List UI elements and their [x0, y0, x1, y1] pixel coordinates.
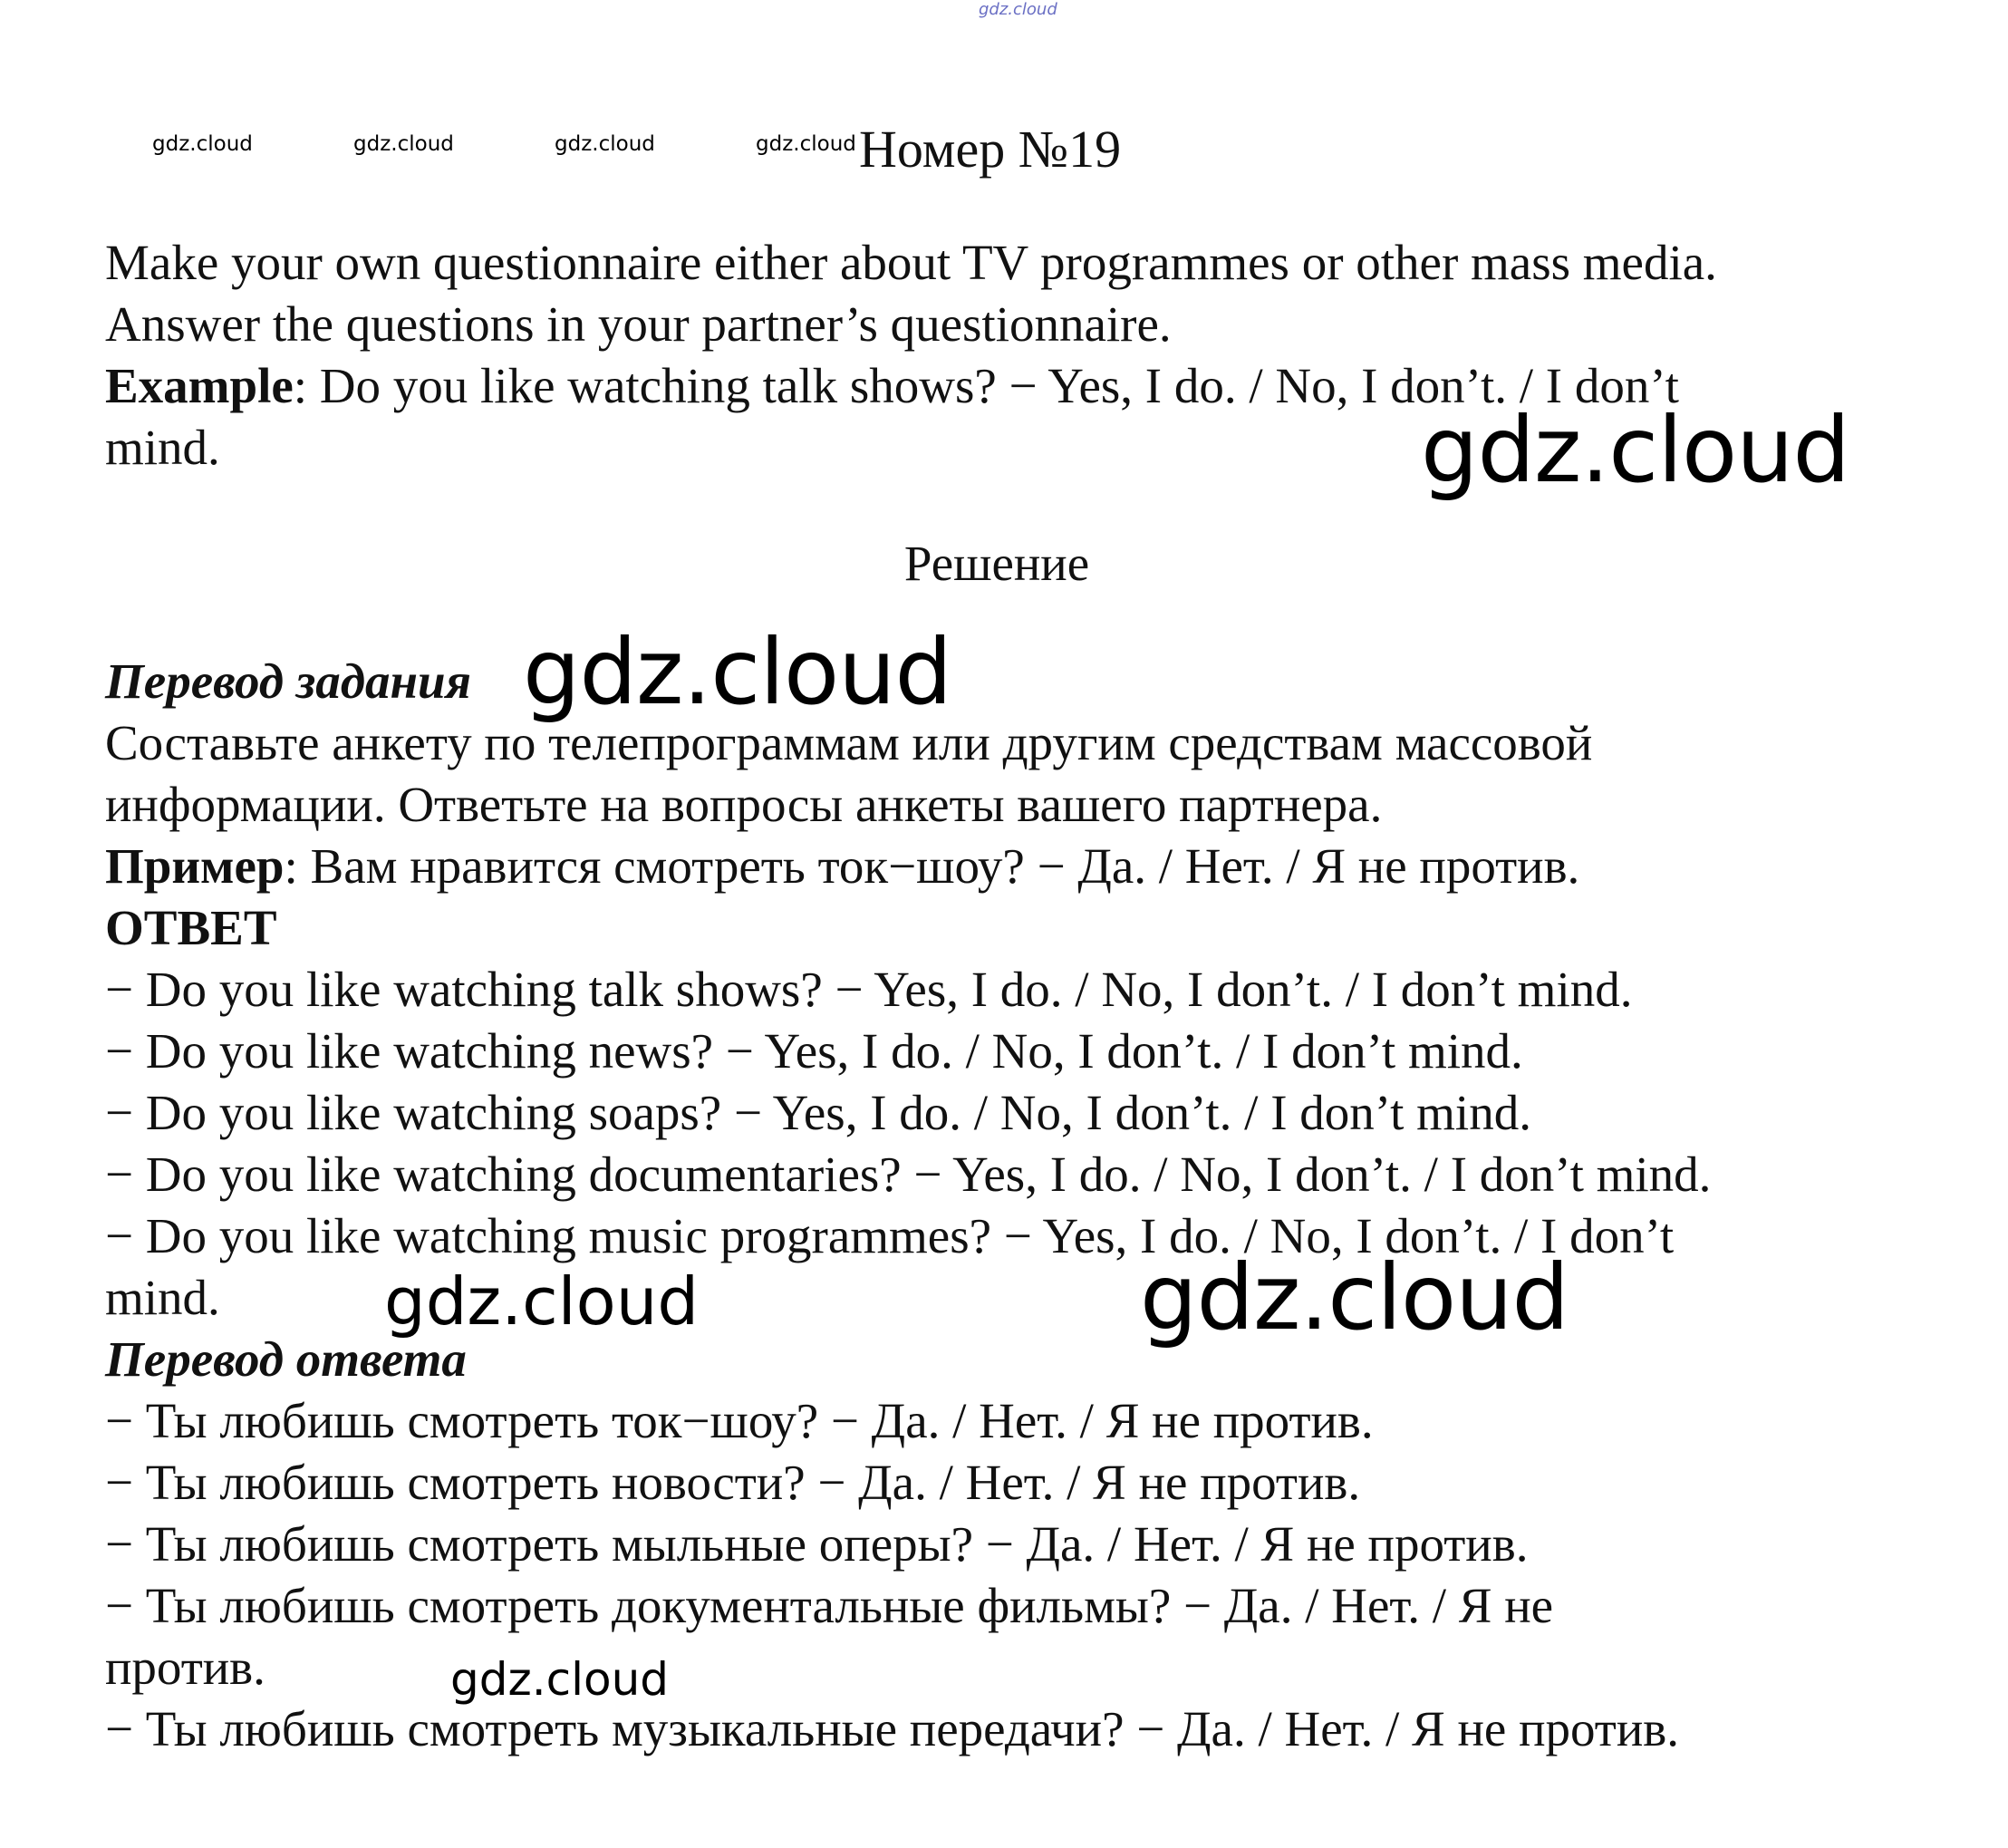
example-label: Example: [105, 358, 294, 413]
watermark-small: gdz.cloud: [353, 132, 454, 156]
translation-line: Составьте анкету по телепрограммам или другим средствам массовой: [105, 715, 1593, 770]
watermark-large: gdz.cloud: [384, 1263, 700, 1340]
answer-line: − Do you like watching documentaries? − Yes, I do. / No, I don’t. / I don’t mind.: [105, 1147, 1712, 1202]
answer-heading: ОТВЕТ: [105, 900, 277, 955]
watermark-large: gdz.cloud: [450, 1653, 670, 1706]
example-text: : Do you like watching talk shows? − Yes, I do. / No, I don’t. / I don’t: [293, 358, 1679, 413]
watermark-small: gdz.cloud: [152, 132, 253, 156]
answer-translation-line: − Ты любишь смотреть новости? − Да. / Нет. / Я не против.: [105, 1455, 1361, 1510]
answer-translation-line: − Ты любишь смотреть документальные фильмы? − Да. / Нет. / Я не: [105, 1578, 1554, 1633]
translation-line: информации. Ответьте на вопросы анкеты вашего партнера.: [105, 777, 1383, 832]
answer-translation-line: − Ты любишь смотреть музыкальные передачи? − Да. / Нет. / Я не против.: [105, 1701, 1679, 1756]
solution-heading: Решение: [903, 536, 1090, 591]
answer-line: − Do you like watching soaps? − Yes, I do. / No, I don’t. / I don’t mind.: [105, 1085, 1531, 1140]
watermark-large: gdz.cloud: [1140, 1244, 1569, 1350]
watermark-large: gdz.cloud: [1421, 397, 1850, 503]
answer-line: mind.: [105, 1270, 220, 1325]
watermark-large: gdz.cloud: [523, 619, 952, 725]
answer-line: − Do you like watching talk shows? − Yes, I do. / No, I don’t. / I don’t mind.: [105, 962, 1633, 1017]
answer-translation-line: против.: [105, 1640, 265, 1695]
watermark-small: gdz.cloud: [555, 132, 655, 156]
task-line: Answer the questions in your partner’s questionnaire.: [105, 296, 1172, 352]
answer-translation-line: − Ты любишь смотреть мыльные оперы? − Да. / Нет. / Я не против.: [105, 1516, 1529, 1572]
answer-line: − Do you like watching news? − Yes, I do. / No, I don’t. / I don’t mind.: [105, 1023, 1523, 1079]
answer-translation-heading: Перевод ответа: [105, 1331, 467, 1387]
translation-heading: Перевод задания: [105, 653, 471, 709]
example-label: Пример: [105, 838, 285, 894]
translation-example: [105, 836, 1917, 897]
watermark-small: gdz.cloud: [756, 132, 856, 156]
task-example-continued: mind.: [105, 420, 220, 475]
example-text: : Вам нравится смотреть ток−шоу? − Да. / Нет. / Я не против.: [284, 838, 1580, 894]
answer-translation-line: − Ты любишь смотреть ток−шоу? − Да. / Нет. / Я не против.: [105, 1393, 1374, 1448]
page-title: Номер №19: [859, 120, 1122, 179]
translation-block: [105, 651, 1917, 1760]
answer-line: − Do you like watching music programmes? − Yes, I do. / No, I don’t. / I don’t: [105, 1208, 1675, 1263]
task-line: Make your own questionnaire either about TV programmes or other mass media.: [105, 235, 1717, 290]
watermark-top: gdz.cloud: [979, 0, 1057, 19]
